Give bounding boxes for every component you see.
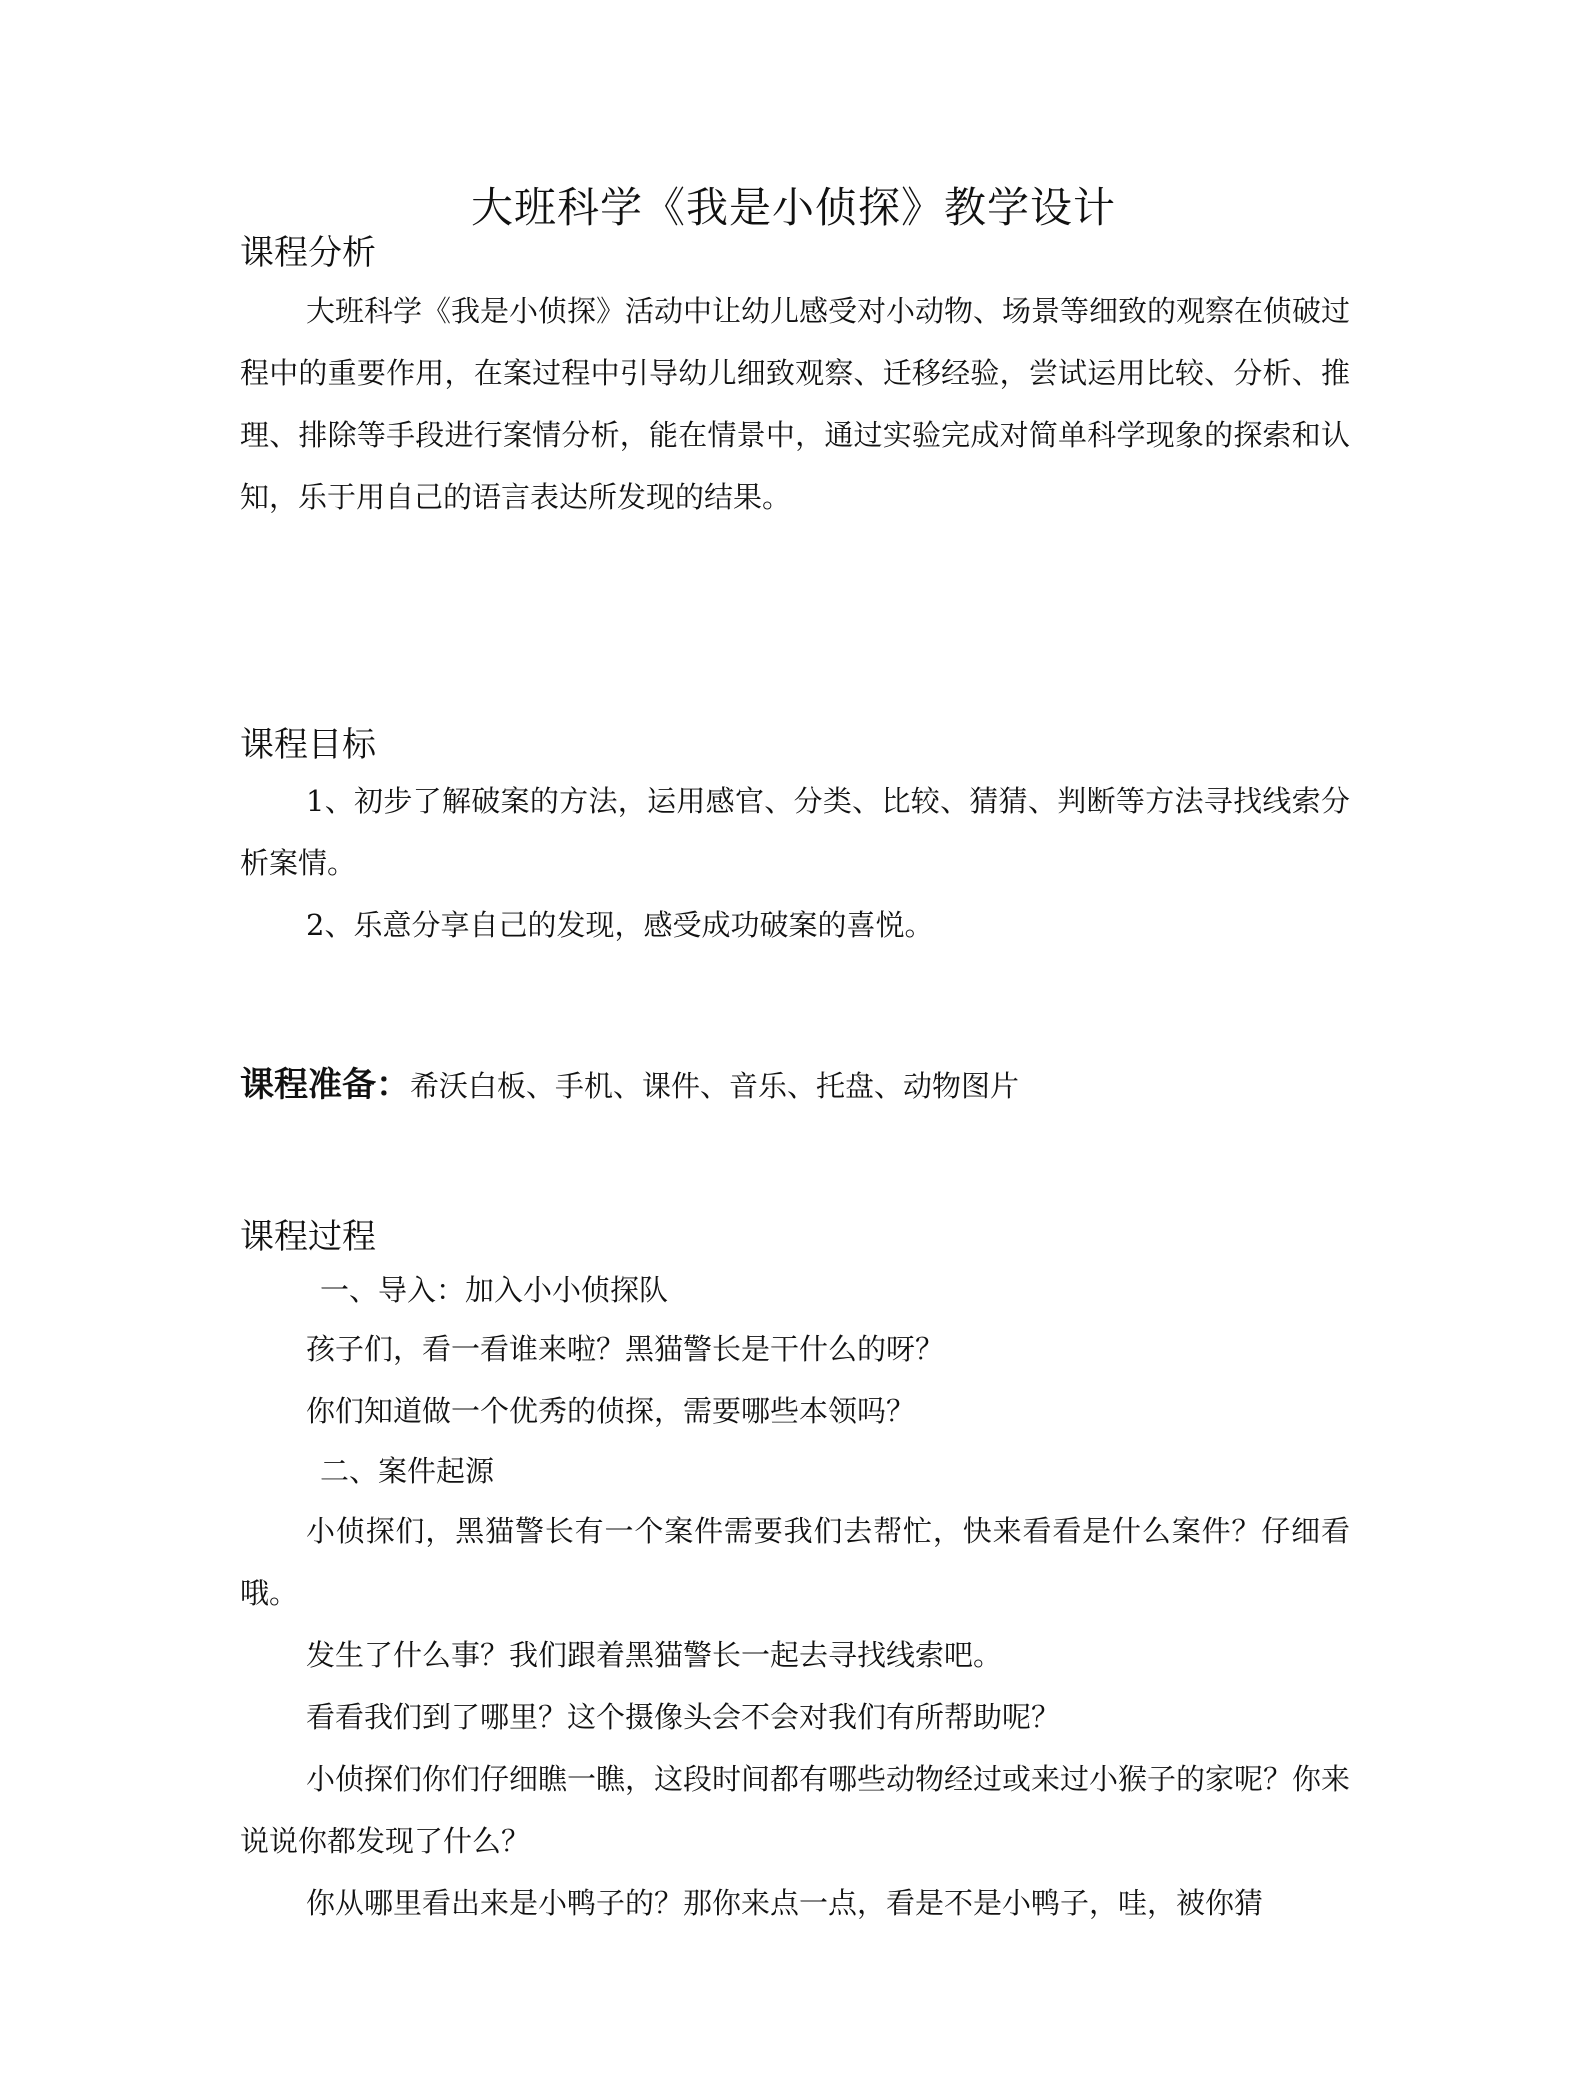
analysis-paragraph: 大班科学《我是小侦探》活动中让幼儿感受对小动物、场景等细致的观察在侦破过程中的重要作用，在案过程中引导幼儿细致观察、迁移经验，尝试运用比较、分析、推理、排除等手段进行案情分析，能在情景中，通过实验完成对简单科学现象的探索和认知，乐于用自己的语言表达所发现的结果。 xyxy=(240,294,1351,514)
document-title: 大班科学《我是小侦探》教学设计 xyxy=(470,183,1116,233)
section-heading-process: 课程过程 xyxy=(240,1217,376,1257)
section-goals xyxy=(240,720,1350,956)
process-part2-line-1: 小侦探们，黑猫警长有一个案件需要我们去帮忙，快来看看是什么案件？仔细看哦。 xyxy=(240,1514,1350,1610)
process-part1-title: 一、导入：加入小小侦探队 xyxy=(320,1273,669,1307)
process-part2-line-2: 发生了什么事？我们跟着黑猫警长一起去寻找线索吧。 xyxy=(306,1638,1003,1672)
section-process xyxy=(240,1212,1350,1934)
section-heading-analysis: 课程分析 xyxy=(240,233,376,273)
process-part2-line-5: 你从哪里看出来是小鸭子的？那你来点一点，看是不是小鸭子，哇，被你猜 xyxy=(306,1886,1264,1920)
section-analysis xyxy=(240,228,1350,528)
goal-item-1: 1、初步了解破案的方法，运用感官、分类、比较、猜猜、判断等方法寻找线索分析案情。 xyxy=(240,784,1350,880)
preparation-content: 希沃白板、手机、课件、音乐、托盘、动物图片 xyxy=(410,1069,1020,1103)
process-part2-line-4: 小侦探们你们仔细瞧一瞧，这段时间都有哪些动物经过或来过小猴子的家呢？你来说说你都发现了什么？ xyxy=(240,1762,1351,1858)
process-part1-line-1: 孩子们，看一看谁来啦？黑猫警长是干什么的呀？ xyxy=(306,1332,945,1366)
goal-item-2: 2、乐意分享自己的发现，感受成功破案的喜悦。 xyxy=(306,908,934,942)
process-part2-line-3: 看看我们到了哪里？这个摄像头会不会对我们有所帮助呢？ xyxy=(306,1700,1061,1734)
preparation-label: 课程准备： xyxy=(240,1065,410,1105)
section-heading-goals: 课程目标 xyxy=(240,725,376,765)
section-preparation xyxy=(240,1060,1350,1111)
process-part1-line-2: 你们知道做一个优秀的侦探，需要哪些本领吗？ xyxy=(306,1394,916,1428)
process-part2-title: 二、案件起源 xyxy=(320,1454,495,1488)
section-heading-preparation xyxy=(240,1060,1350,1111)
